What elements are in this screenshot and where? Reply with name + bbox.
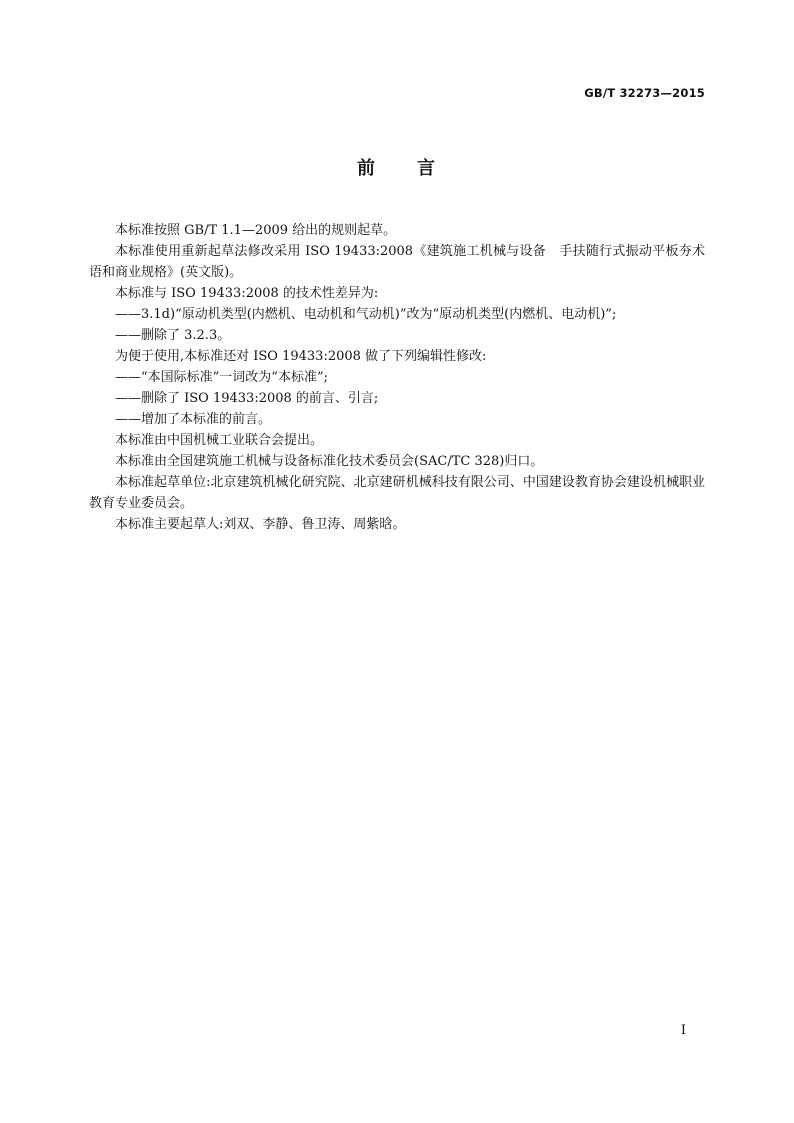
list-item-difference-2: ——删除了 3.2.3。 (115, 328, 231, 343)
standard-number-header: GB/T 32273—2015 (584, 86, 705, 100)
paragraph-editorial-changes: 为便于使用,本标准还对 ISO 19433:2008 做了下列编辑性修改: (115, 349, 487, 364)
foreword-body (89, 220, 705, 535)
paragraph-adoption: 本标准使用重新起草法修改采用 ISO 19433:2008《建筑施工机械与设备 手扶随行式振动平板夯术语和商业规格》(英文版)。 (89, 244, 705, 280)
paragraph-drafting-units: 本标准起草单位:北京建筑机械化研究院、北京建研机械科技有限公司、中国建设教育协会建设机械职业教育专业委员会。 (89, 475, 705, 511)
list-item-editorial-3: ——增加了本标准的前言。 (115, 412, 272, 427)
page-title: 前 言 (357, 158, 437, 179)
list-item-editorial-2: ——删除了 ISO 19433:2008 的前言、引言; (115, 391, 379, 406)
page-number: I (680, 1023, 686, 1038)
list-item-difference-1: ——3.1d)“原动机类型(内燃机、电动机和气动机)”改为“原动机类型(内燃机、电动机)”; (115, 307, 617, 322)
paragraph-drafters: 本标准主要起草人:刘双、李静、鲁卫涛、周紫晗。 (115, 517, 406, 532)
list-item-editorial-1: ——“本国际标准”一词改为“本标准”; (115, 370, 328, 385)
paragraph-drafting-rules: 本标准按照 GB/T 1.1—2009 给出的规则起草。 (115, 223, 397, 238)
paragraph-technical-differences: 本标准与 ISO 19433:2008 的技术性差异为: (115, 286, 379, 301)
paragraph-proposed-by: 本标准由中国机械工业联合会提出。 (115, 433, 324, 448)
paragraph-under-jurisdiction: 本标准由全国建筑施工机械与设备标准化技术委员会(SAC/TC 328)归口。 (115, 454, 544, 469)
